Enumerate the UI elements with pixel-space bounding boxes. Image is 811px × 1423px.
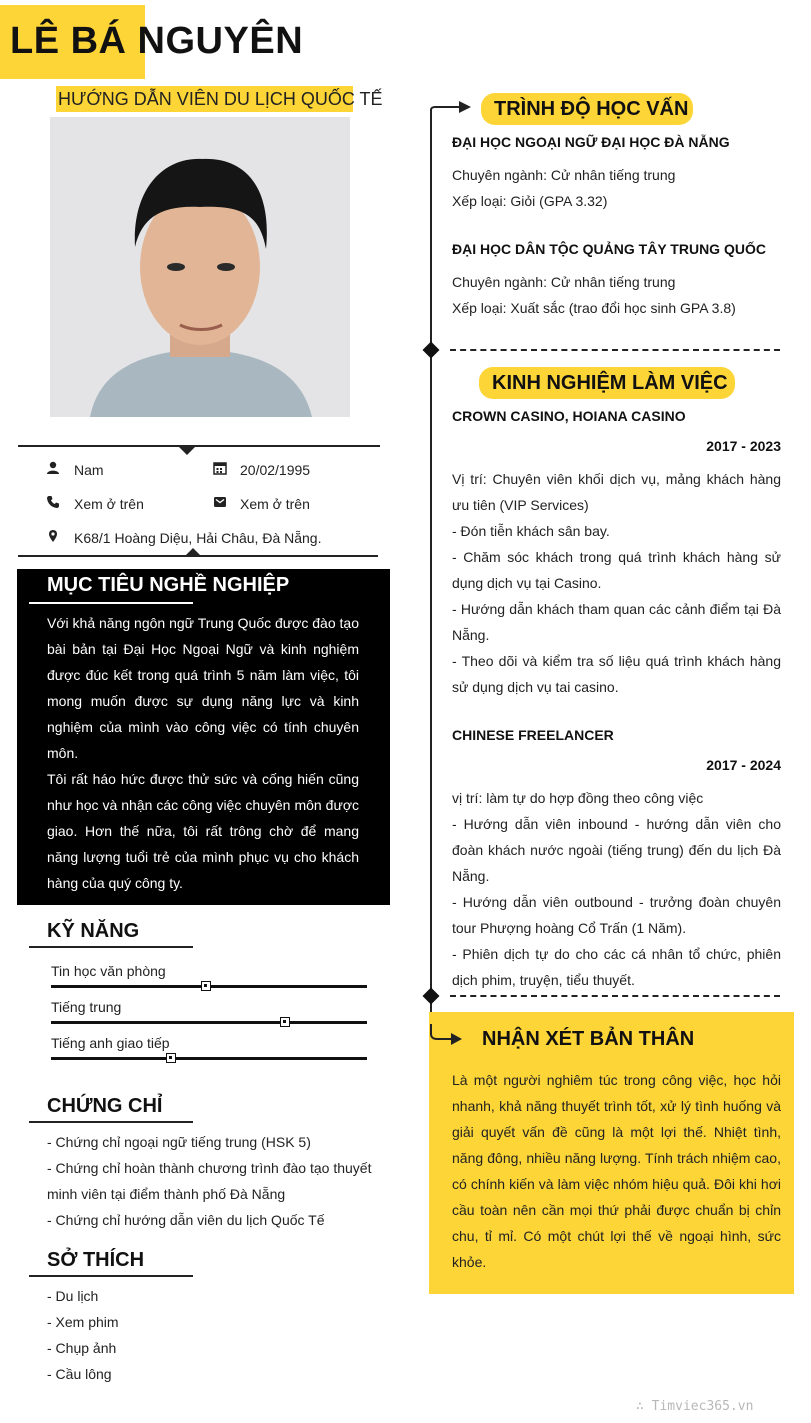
school-name: ĐẠI HỌC DÂN TỘC QUẢNG TÂY TRUNG QUỐC <box>452 241 766 257</box>
objective-text <box>47 610 359 896</box>
section-dashed-divider <box>450 349 780 351</box>
skill-level-knob <box>201 981 211 991</box>
info-bottom-divider <box>18 555 378 557</box>
section-dashed-divider <box>450 995 780 997</box>
arrow-right-icon <box>429 1024 465 1052</box>
job-line: - Hướng dẫn viên inbound - hướng dẫn viên cho đoàn khách nước ngoài (tiếng trung) đến du lịch Đà Nẵng. <box>452 816 781 884</box>
profile-photo <box>50 117 350 417</box>
list-item: - Chụp ảnh <box>47 1340 117 1356</box>
list-item: - Chứng chỉ hướng dẫn viên du lịch Quốc Tế <box>47 1212 325 1228</box>
timeline-line <box>430 110 432 1040</box>
hobbies-title: SỞ THÍCH <box>47 1249 145 1271</box>
experience-title: KINH NGHIỆM LÀM VIỆC <box>492 372 728 394</box>
company-name: CROWN CASINO, HOIANA CASINO <box>452 408 686 424</box>
job-description <box>452 466 781 700</box>
job-title: HƯỚNG DẪN VIÊN DU LỊCH QUỐC TẾ <box>58 89 383 109</box>
skill-name: Tiếng anh giao tiếp <box>51 1035 170 1051</box>
school-details <box>452 269 782 321</box>
hobbies-underline <box>29 1275 193 1277</box>
skill-name: Tin học văn phòng <box>51 963 166 979</box>
birthday-value: 20/02/1995 <box>240 462 311 478</box>
skill-bar <box>51 1057 367 1060</box>
info-top-divider <box>18 445 380 447</box>
skills-underline <box>29 946 193 948</box>
job-period: 2017 - 2024 <box>706 757 781 773</box>
job-line: - Theo dõi và kiểm tra số liệu quá trình khách hàng sử dụng dịch vụ tai casino. <box>452 653 781 695</box>
school-major: Chuyên ngành: Cử nhân tiếng trung <box>452 274 676 290</box>
job-period: 2017 - 2023 <box>706 438 781 454</box>
phone-value: Xem ở trên <box>74 496 144 512</box>
email-value: Xem ở trên <box>240 496 310 512</box>
address-value: K68/1 Hoàng Diệu, Hải Châu, Đà Nẵng. <box>74 530 322 546</box>
skills-title: KỸ NĂNG <box>47 920 140 942</box>
skill-level-knob <box>280 1017 290 1027</box>
review-title: NHẬN XÉT BẢN THÂN <box>482 1028 695 1050</box>
list-item: - Chứng chỉ hoàn thành chương trình đào tạo thuyết minh viên tại điểm thành phố Đà Nẵng <box>47 1160 372 1202</box>
certificates-title: CHỨNG CHỈ <box>47 1095 163 1117</box>
objective-underline <box>29 602 193 604</box>
phone-icon <box>46 495 60 509</box>
list-item: - Chứng chỉ ngoại ngữ tiếng trung (HSK 5) <box>47 1134 311 1150</box>
job-line: - Đón tiễn khách sân bay. <box>452 523 610 539</box>
skill-name: Tiếng trung <box>51 999 122 1015</box>
timeline-diamond <box>423 342 440 359</box>
certificates-underline <box>29 1121 193 1123</box>
objective-paragraph: Tôi rất háo hức được thử sức và cống hiến cũng như học và nhận các công việc chuyên môn được giao. Hơn thế nữa, tôi rất trông chờ để mang năng lượng tuổi trẻ của mình phục vụ cho khách hàng của quý công ty. <box>47 771 359 891</box>
skill-level-knob <box>166 1053 176 1063</box>
job-line: - Hướng dẫn khách tham quan các cảnh điểm tại Đà Nẵng. <box>452 601 781 643</box>
watermark: ∴ Timviec365.vn <box>636 1399 754 1414</box>
education-title: TRÌNH ĐỘ HỌC VẤN <box>494 98 689 120</box>
school-details <box>452 162 782 214</box>
company-name: CHINESE FREELANCER <box>452 727 614 743</box>
list-item: - Xem phim <box>47 1314 119 1330</box>
job-line: Vị trí: Chuyên viên khối dịch vụ, mảng khách hàng ưu tiên (VIP Services) <box>452 471 781 513</box>
hobbies-list <box>47 1283 119 1387</box>
school-rank: Xếp loại: Xuất sắc (trao đổi học sinh GPA 3.8) <box>452 300 736 316</box>
job-line: - Phiên dịch tự do cho các cá nhân tổ chức, phiên dịch phim, truyện, tiểu thuyết. <box>452 946 781 988</box>
map-marker-icon <box>46 529 60 543</box>
candidate-name: LÊ BÁ NGUYÊN <box>10 20 304 62</box>
school-major: Chuyên ngành: Cử nhân tiếng trung <box>452 167 676 183</box>
calendar-icon <box>213 461 227 475</box>
user-icon <box>46 461 60 475</box>
job-description <box>452 785 781 993</box>
list-item: - Du lịch <box>47 1288 99 1304</box>
objective-title: MỤC TIÊU NGHỀ NGHIỆP <box>47 574 290 596</box>
job-line: vị trí: làm tự do hợp đồng theo công việc <box>452 790 704 806</box>
email-icon <box>213 495 227 509</box>
list-item: - Cầu lông <box>47 1366 112 1382</box>
arrow-right-icon <box>429 100 473 124</box>
school-name: ĐẠI HỌC NGOẠI NGỮ ĐẠI HỌC ĐÀ NẴNG <box>452 134 730 150</box>
school-rank: Xếp loại: Giỏi (GPA 3.32) <box>452 193 608 209</box>
timeline-diamond <box>423 988 440 1005</box>
job-line: - Hướng dẫn viên outbound - trưởng đoàn chuyên tour Phượng hoàng Cổ Trấn (1 Năm). <box>452 894 781 936</box>
gender-value: Nam <box>74 462 104 478</box>
skill-bar <box>51 1021 367 1024</box>
person-portrait-icon <box>50 117 350 417</box>
divider-pointer <box>179 447 195 455</box>
objective-paragraph: Với khả năng ngôn ngữ Trung Quốc được đào tạo bài bản tại Đại Học Ngoại Ngữ và kinh nghiệm được đúc kết trong quá trình 5 năm làm việc, tôi mong muốn được sự dụng năng lực và kinh nghiệm của mình vào công việc có tính chuyên môn. <box>47 615 359 761</box>
certificates-list <box>47 1129 383 1233</box>
job-line: - Chăm sóc khách trong quá trình khách hàng sử dụng dịch vụ tại Casino. <box>452 549 781 591</box>
review-text: Là một người nghiêm túc trong công việc, học hỏi nhanh, khả năng thuyết trình tốt, xử lý tình huống và giải quyết vấn đề cũng là một lợi thế. Nhiệt tình, năng đông, nhiều năng lượng. Tính trách nhiệm cao, có chính kiến và làm việc nhóm hiệu quả. Đôi khi hơi cầu toàn nên cần mọi thứ phải được chuẩn bị chỉn chu, tỉ mỉ. Có một chút lợi thế về ngoại hình, sức khỏe. <box>452 1072 781 1270</box>
